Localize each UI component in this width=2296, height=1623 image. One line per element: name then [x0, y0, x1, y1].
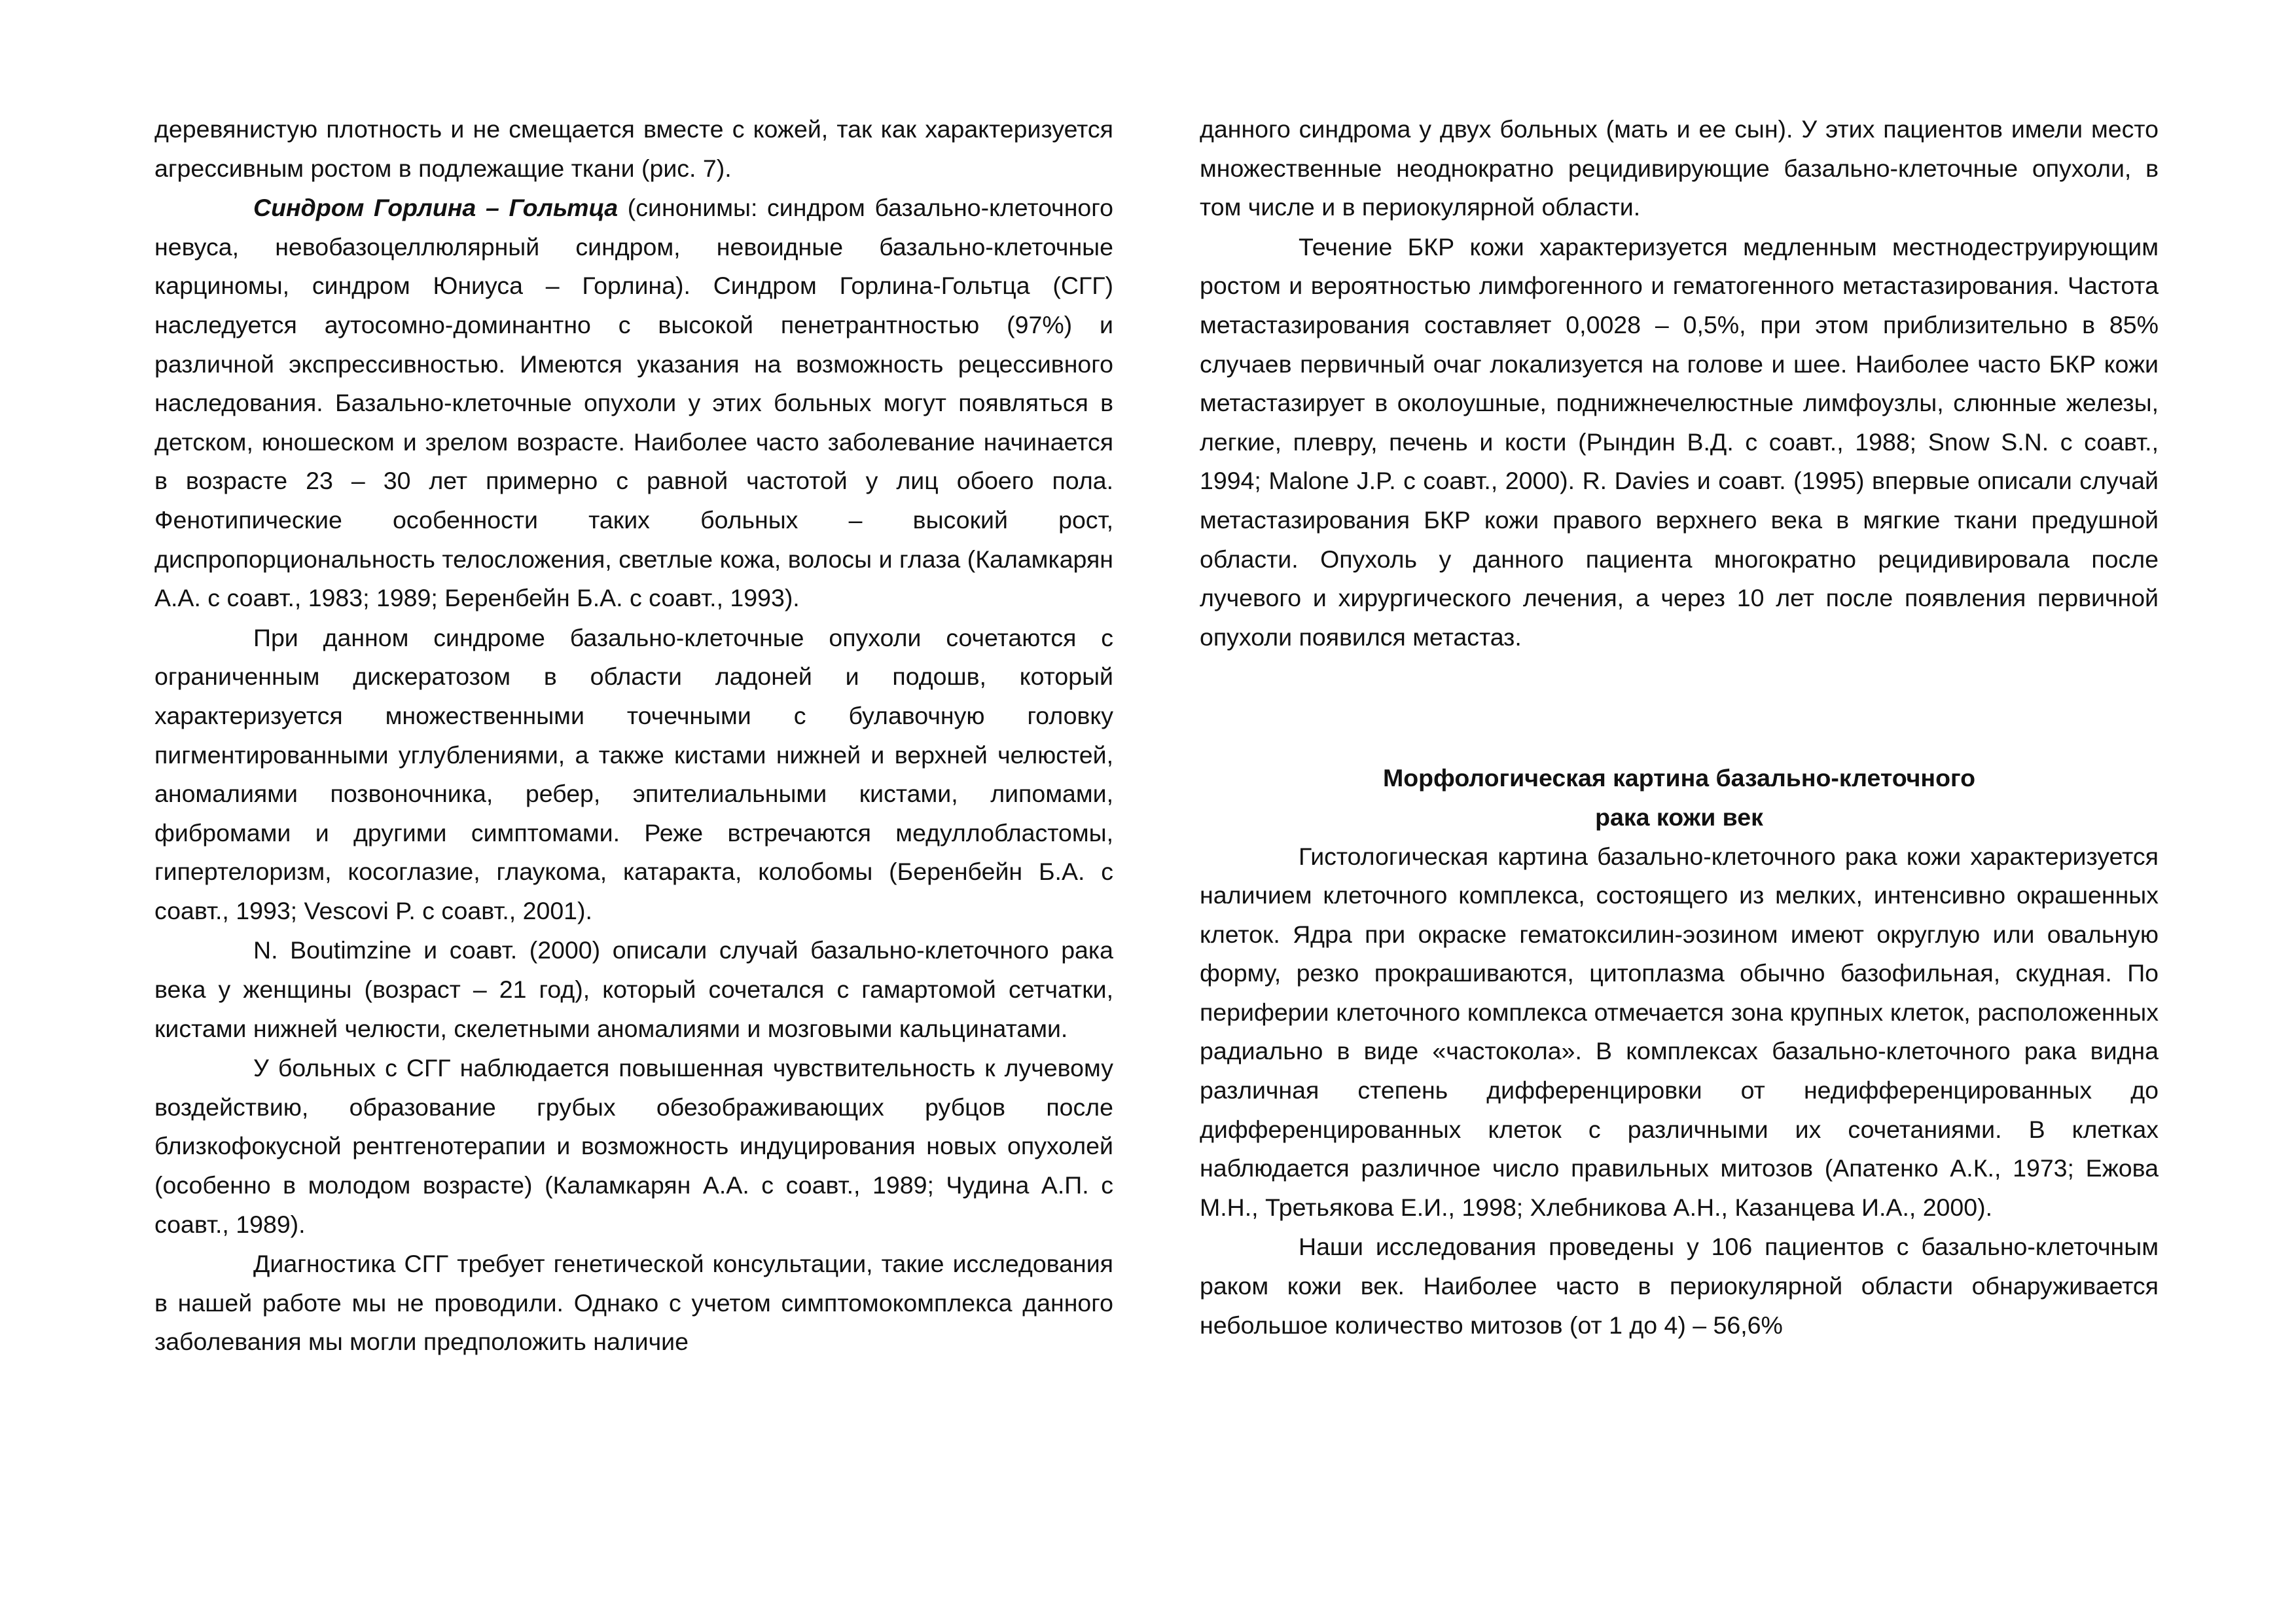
paragraph-text: (синонимы: синдром базально-клеточного невуса, невобазоцеллюлярный синдром, невоидные базально-клеточные карциномы, синдром Юниуса – Горлина). Синдром Горлина-Гольтца (СГГ) наследуется аутосомно-доминантно с высокой пенетрантностью (97%) и различной экспрессивностью. Имеются указания на возможность рецессивного наследования. Базально-клеточные опухоли у этих больных могут появляться в детском, юношеском и зрелом возрасте. Наиболее часто заболевание начинается в возрасте 23 – 30 лет примерно с равной частотой у лиц обоего пола. Фенотипические особенности таких больных – высокий рост, диспропорциональность телосложения, светлые кожа, волосы и глаза (Каламкарян А.А. с соавт., 1983; 1989; Беренбейн Б.А. с соавт., 1993). — [154, 194, 1113, 612]
section-heading-line1: Морфологическая картина базально-клеточного — [1382, 764, 1976, 792]
paragraph-histology: Гистологическая картина базально-клеточного рака кожи характеризуется наличием клеточного комплекса, состоящего из мелких, интенсивно окрашенных клеток. Ядра при окраске гематоксилин-эозином имеют округлую или овальную форму, резко прокрашиваются, цитоплазма обычно базофильная, скудная. По периферии клеточного комплекса отмечается зона крупных клеток, расположенных радиально в виде «частокола». В комплексах базально-клеточного рака видна различная степень дифференцировки от недифференцированных до дифференцированных клеток с различными их сочетаниями. В клетках наблюдается различное число правильных митозов (Апатенко А.К., 1973; Ежова М.Н., Третьякова Е.И., 1998; Хлебникова А.Н., Казанцева И.А., 2000). — [1200, 842, 2159, 1221]
paragraph-course-of-disease: Течение БКР кожи характеризуется медленным местнодеструирующим ростом и вероятностью лимфогенного и гематогенного метастазирования. Частота метастазирования составляет 0,0028 – 0,5%, при этом приблизительно в 85% случаев первичный очаг локализуется на голове и шее. Наиболее часто БКР кожи метастазирует в околоушные, поднижнечелюстные лимфоузлы, слюнные железы, легкие, плевру, печень и кости (Рындин В.Д. с соавт., 1988; Snow S.N. с соавт., 1994; Malone J.P. с соавт., 2000). R. Davies и соавт. (1995) впервые описали случай метастазирования БКР кожи правого верхнего века в мягкие ткани предушной области. Опухоль у данного пациента многократно рецидивировала после лучевого и хирургического лечения, а через 10 лет после появления первичной опухоли появился метастаз. — [1200, 232, 2159, 651]
syndrome-name: Синдром Горлина – Гольтца — [253, 194, 619, 222]
section-heading-line2: рака кожи век — [1595, 803, 1763, 831]
paragraph-radiation-sensitivity: У больных с СГГ наблюдается повышенная чувствительность к лучевому воздействию, образование грубых обезображивающих рубцов после близкофокусной рентгенотерапии и возможность индуцирования новых опухолей (особенно в молодом возрасте) (Каламкарян А.А. с соавт., 1989; Чудина А.П. с соавт., 1989). — [154, 1054, 1113, 1238]
paragraph-our-research: Наши исследования проведены у 106 пациентов с базально-клеточным раком кожи век. Наиболее часто в периокулярной области обнаруживается небольшое количество митозов (от 1 до 4) – 56,6% — [1200, 1233, 2159, 1339]
left-column — [154, 110, 1113, 1362]
section-heading — [1200, 759, 2159, 837]
paragraph-diagnostics: Диагностика СГГ требует генетической консультации, такие исследования в нашей работе мы не проводили. Однако с учетом симптомокомплекса данного заболевания мы могли предположить наличие — [154, 1250, 1113, 1356]
paragraph-boutimzine: N. Boutimzine и соавт. (2000) описали случай базально-клеточного рака века у женщины (возраст – 21 год), который сочетался с гамартомой сетчатки, кистами нижней челюсти, скелетными аномалиями и мозговыми кальцинатами. — [154, 936, 1113, 1042]
paragraph-continuation: деревянистую плотность и не смещается вместе с кожей, так как характеризуется агрессивным ростом в подлежащие ткани (рис. 7). — [154, 115, 1113, 182]
paragraph-gorlin-syndrome — [154, 189, 1113, 618]
right-column — [1200, 110, 2159, 1345]
paragraph-symptoms: При данном синдроме базально-клеточные опухоли сочетаются с ограниченным дискератозом в области ладоней и подошв, который характеризуется множественными точечными с булавочную головку пигментированными углублениями, а также кистами нижней и верхней челюстей, аномалиями позвоночника, ребер, эпителиальными кистами, липомами, фибромами и другими симптомами. Реже встречаются медуллобластомы, гипертелоризм, косоглазие, глаукома, катаракта, колобомы (Беренбейн Б.А. с соавт., 1993; Vescovi P. с соавт., 2001). — [154, 623, 1113, 924]
paragraph-continuation: данного синдрома у двух больных (мать и ее сын). У этих пациентов имели место множественные неоднократно рецидивирующие базально-клеточные опухоли, в том числе и в периокулярной области. — [1200, 115, 2159, 221]
